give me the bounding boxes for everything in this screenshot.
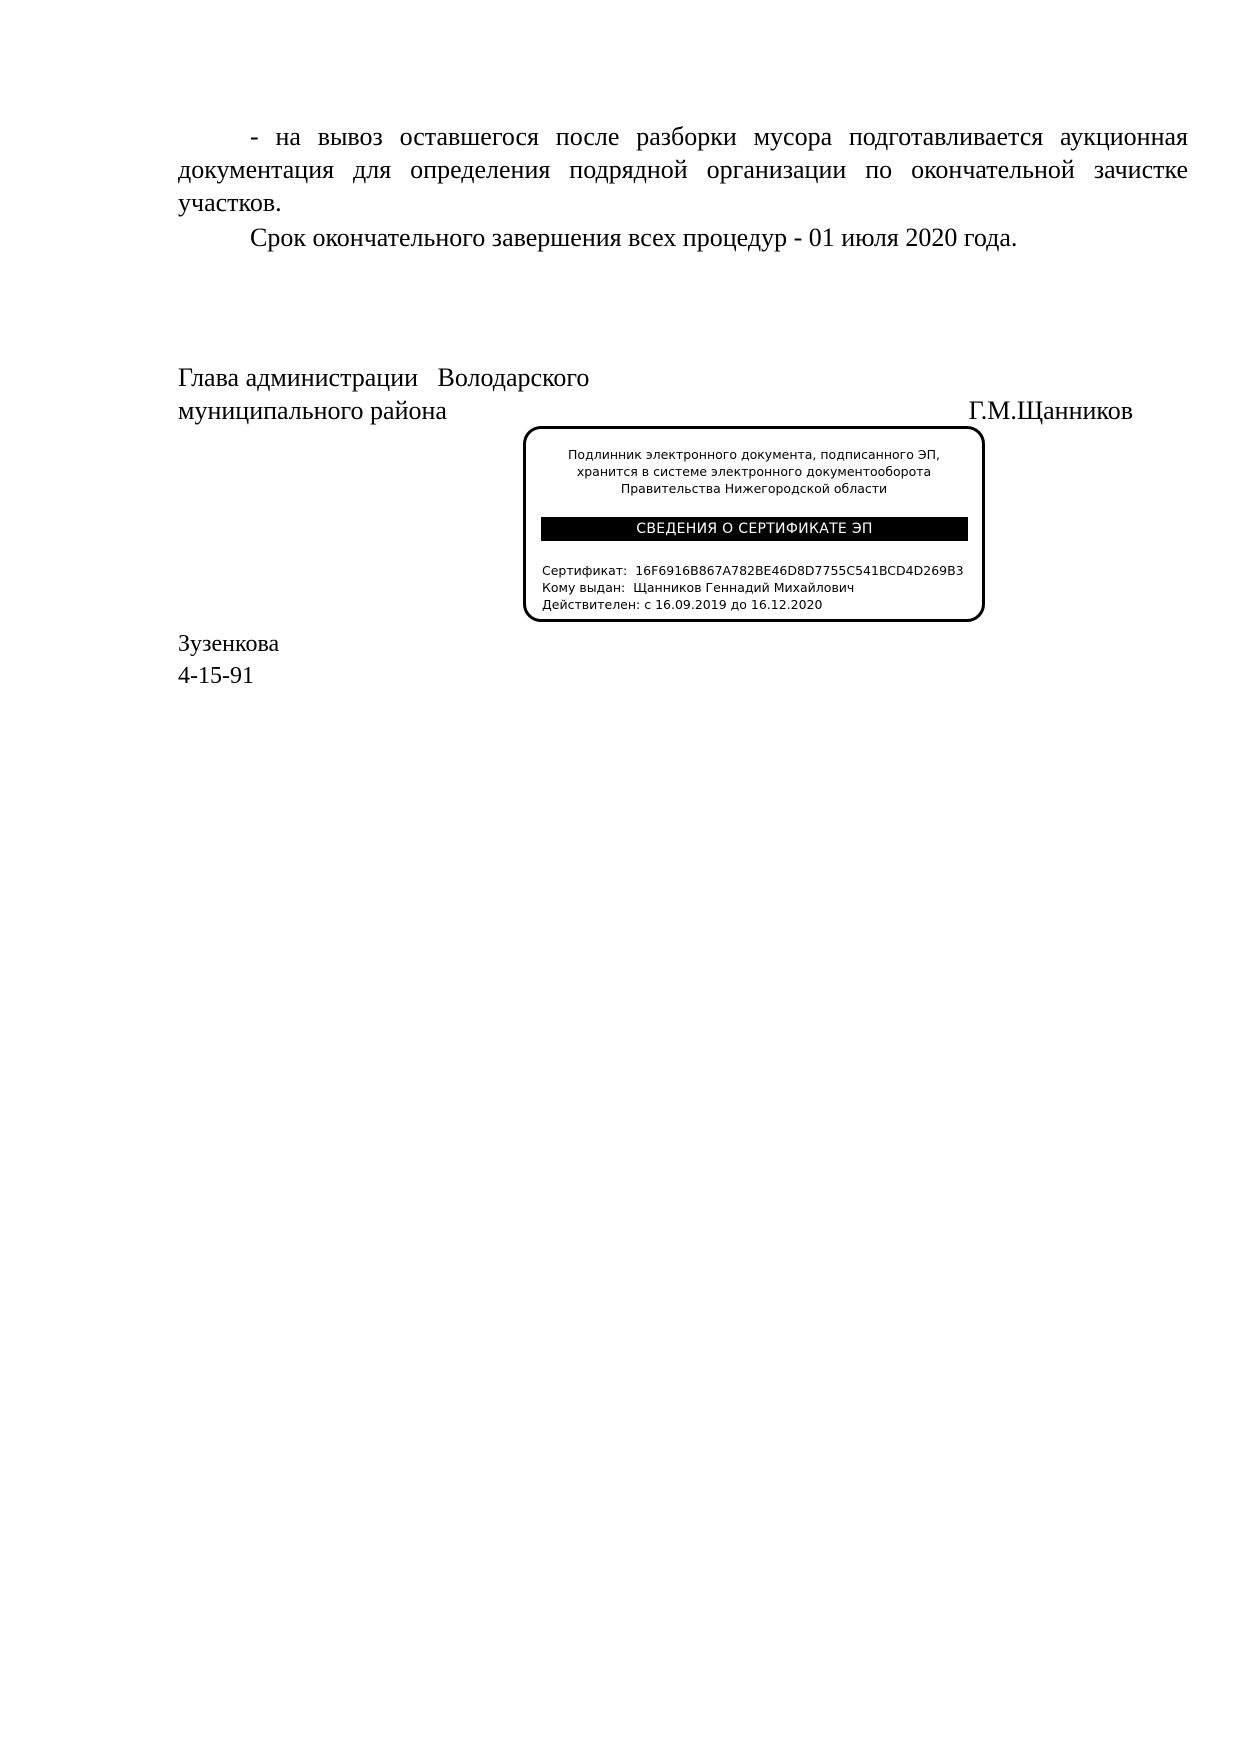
stamp-header-line-3: Правительства Нижегородской области (620, 481, 888, 496)
executor-phone: 4-15-91 (178, 663, 254, 689)
stamp-certificate-band: СВЕДЕНИЯ О СЕРТИФИКАТЕ ЭП (541, 517, 968, 541)
signatory-name: Г.М.Щанников (968, 396, 1133, 425)
certificate-validity: Действителен: с 16.09.2019 до 16.12.2020 (542, 597, 823, 612)
signatory-title-line-1: Глава администрации Володарского (178, 363, 590, 392)
stamp-certificate-details (542, 562, 972, 613)
paragraph-auction-documentation: - на вывоз оставшегося после разборки мусора подготавливается аукционная документация для определения подрядной организации по окончательной зачистке участков. (178, 122, 1188, 217)
electronic-signature-stamp (523, 426, 985, 622)
certificate-owner: Кому выдан: Щанников Геннадий Михайлович (542, 580, 855, 595)
executor-name: Зузенкова (178, 631, 280, 657)
paragraph-deadline: Срок окончательного завершения всех процедур - 01 июля 2020 года. (250, 223, 1018, 252)
signatory-title-line-2: муниципального района (178, 396, 447, 425)
stamp-header (526, 446, 982, 497)
stamp-header-line-1: Подлинник электронного документа, подписанного ЭП, (568, 447, 940, 462)
stamp-header-line-2: хранится в системе электронного документооборота (576, 464, 932, 479)
certificate-number: Сертификат: 16F6916B867A782BE46D8D7755C541BCD4D269B3 (542, 563, 964, 578)
